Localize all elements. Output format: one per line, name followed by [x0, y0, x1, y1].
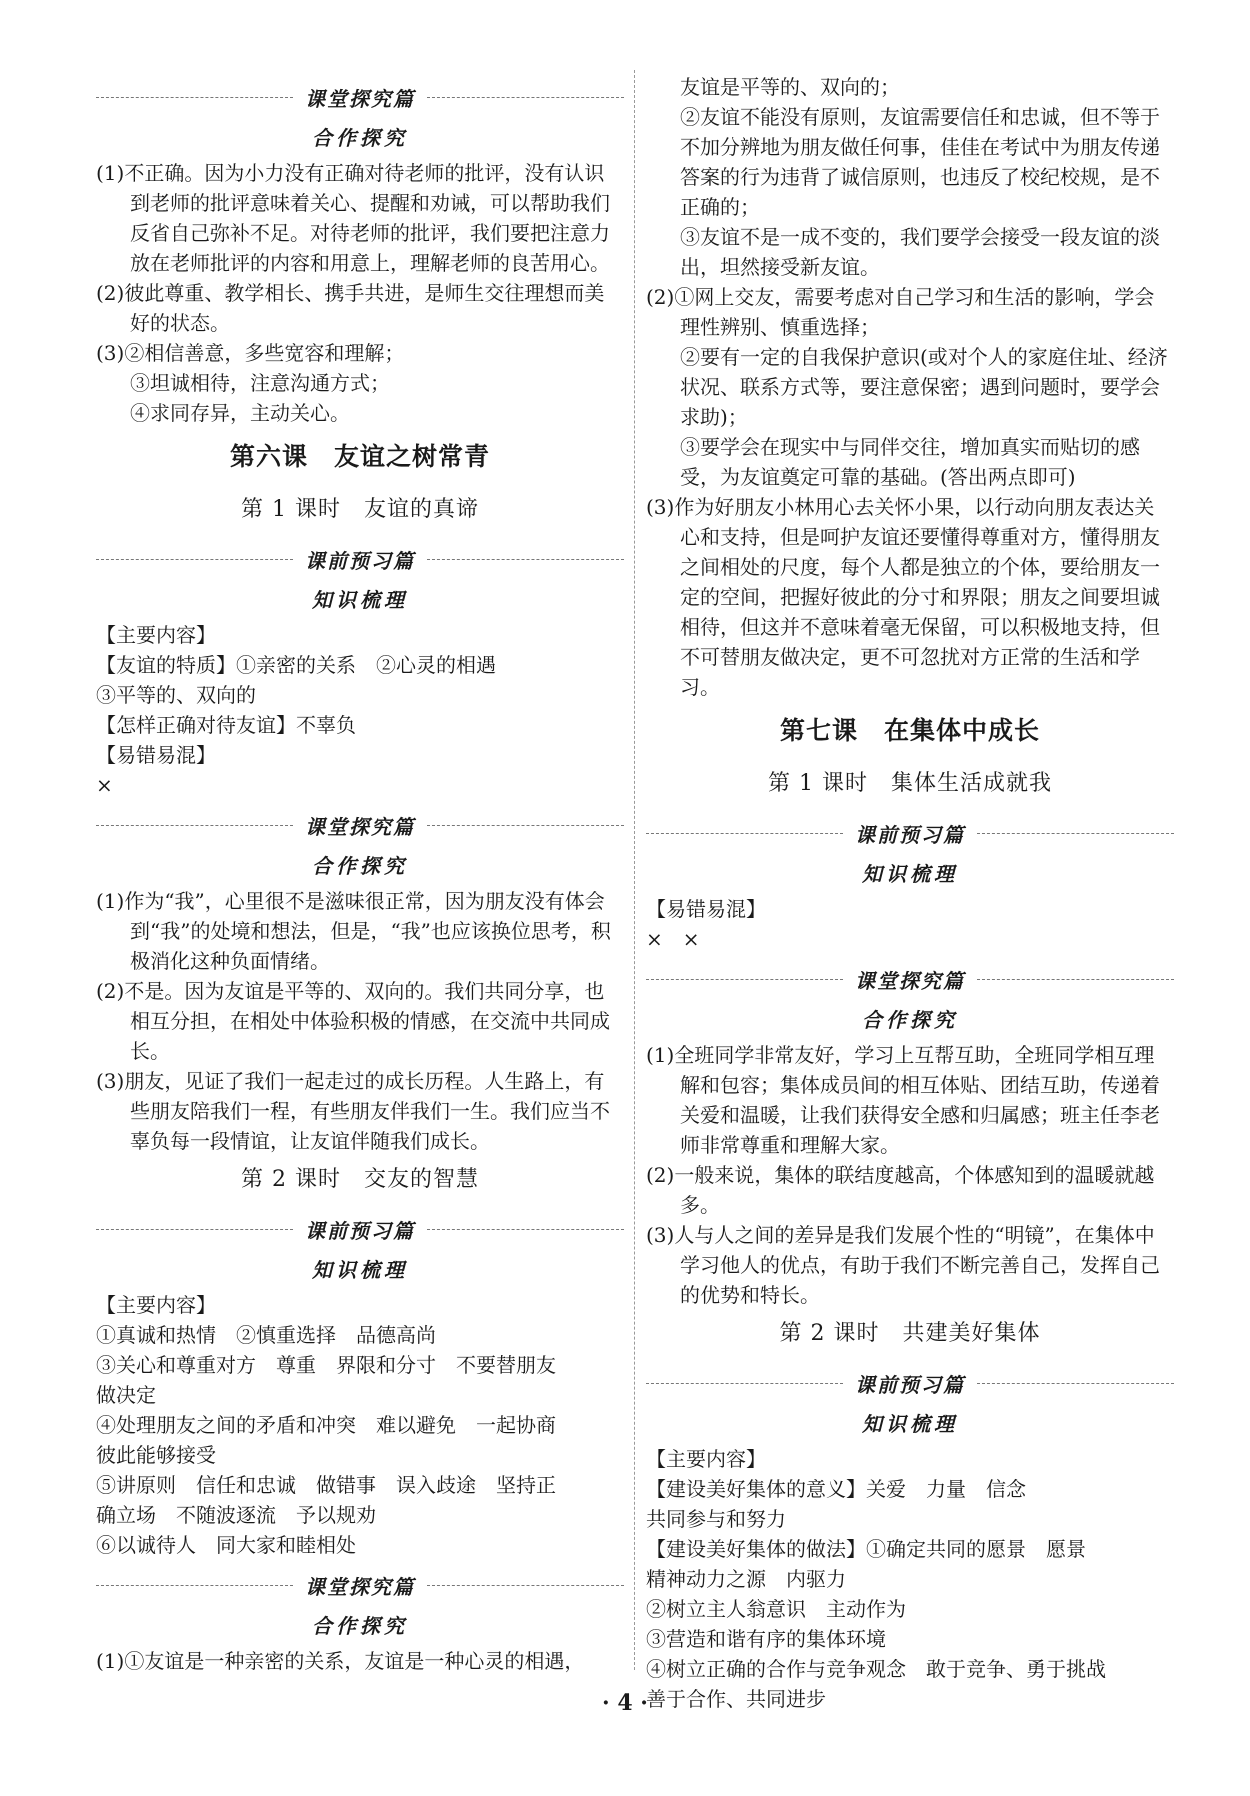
- answer-subitem: ②友谊不能没有原则，友谊需要信任和忠诚，但不等于不加分辨地为朋友做任何事，佳佳在考试中为朋友传递答案的行为违背了诚信原则，也违反了校纪校规，是不正确的；: [680, 105, 1160, 219]
- section-header: [96, 538, 624, 580]
- section-header: [646, 1362, 1174, 1404]
- lesson-title: 第六课 友谊之树常青: [229, 442, 490, 471]
- section-header: [646, 958, 1174, 1000]
- section-title: 课堂探究篇: [305, 1574, 415, 1599]
- text-line: 【友谊的特质】①亲密的关系 ②心灵的相遇: [96, 653, 496, 677]
- section-header: [646, 812, 1174, 854]
- section-title: 课前预习篇: [855, 1372, 965, 1397]
- text-line: × ×: [646, 927, 700, 951]
- answer-item: (3)②相信善意，多些宽容和理解；: [96, 341, 405, 365]
- text-line: 【主要内容】: [646, 1447, 766, 1471]
- subsection-title: 知识梳理: [862, 1412, 958, 1436]
- text-line: ④处理朋友之间的矛盾和冲突 难以避免 一起协商: [96, 1413, 556, 1437]
- subsection-title: 知识梳理: [862, 862, 958, 886]
- section-title: 课堂探究篇: [305, 86, 415, 111]
- left-column: [96, 72, 624, 1676]
- answer-subitem: ③要学会在现实中与同伴交往，增加真实而贴切的感受，为友谊奠定可靠的基础。(答出两点即可): [680, 435, 1140, 489]
- section-header: [96, 1208, 624, 1250]
- text-line: ⑥以诚待人 同大家和睦相处: [96, 1533, 356, 1557]
- answer-subitem: ③友谊不是一成不变的，我们要学会接受一段友谊的淡出，坦然接受新友谊。: [680, 225, 1160, 279]
- answer-item: (3)朋友，见证了我们一起走过的成长历程。人生路上，有些朋友陪我们一程，有些朋友伴我们一生。我们应当不辜负每一段情谊，让友谊伴随我们成长。: [96, 1069, 610, 1153]
- answer-subitem: 友谊是平等的、双向的；: [680, 75, 900, 99]
- text-line: ④树立正确的合作与竞争观念 敢于竞争、勇于挑战: [646, 1657, 1106, 1681]
- answer-subitem: ③坦诚相待，注意沟通方式；: [130, 371, 390, 395]
- subsection-title: 合作探究: [312, 1614, 408, 1638]
- answer-item: (2)一般来说，集体的联结度越高，个体感知到的温暖就越多。: [646, 1163, 1155, 1217]
- text-line: 【怎样正确对待友谊】不辜负: [96, 713, 356, 737]
- text-line: ②树立主人翁意识 主动作为: [646, 1597, 906, 1621]
- text-line: 【建设美好集体的意义】关爱 力量 信念: [646, 1477, 1026, 1501]
- answer-item: (2)彼此尊重、教学相长、携手共进，是师生交往理想而美好的状态。: [96, 281, 605, 335]
- answer-item: (2)不是。因为友谊是平等的、双向的。我们共同分享，也相互分担，在相处中体验积极的情感，在交流中共同成长。: [96, 979, 610, 1063]
- section-title: 课前预习篇: [855, 822, 965, 847]
- answer-item: (3)作为好朋友小林用心去关怀小果，以行动向朋友表达关心和支持，但是呵护友谊还要懂得尊重对方，懂得朋友之间相处的尺度，每个人都是独立的个体，要给朋友一定的空间，把握好彼此的分寸和界限；朋友之间要坦诚相待，但这并不意味着毫无保留，可以积极地支持，但不可替朋友做决定，更不可忽扰对方正常的生活和学习。: [646, 495, 1160, 699]
- text-line: 【易错易混】: [646, 897, 766, 921]
- answer-subitem: ②要有一定的自我保护意识(或对个人的家庭住址、经济状况、联系方式等，要注意保密；遇到问题时，要学会求助)；: [680, 345, 1168, 429]
- section-title: 课堂探究篇: [855, 968, 965, 993]
- lesson-title: 第七课 在集体中成长: [779, 716, 1040, 745]
- answer-item: (2)①网上交友，需要考虑对自己学习和生活的影响，学会理性辨别、慎重选择；: [646, 285, 1155, 339]
- period-title: 第 2 课时 共建美好集体: [779, 1321, 1041, 1346]
- text-line: 【主要内容】: [96, 1293, 216, 1317]
- text-line: (1)①友谊是一种亲密的关系，友谊是一种心灵的相遇，: [96, 1649, 585, 1673]
- section-header: [96, 1564, 624, 1606]
- answer-item: (1)全班同学非常友好，学习上互帮互助，全班同学相互理解和包容；集体成员间的相互体贴、团结互助，传递着关爱和温暖，让我们获得安全感和归属感；班主任李老师非常尊重和理解大家。: [646, 1043, 1160, 1157]
- text-line: ③关心和尊重对方 尊重 界限和分寸 不要替朋友: [96, 1353, 556, 1377]
- page-number: · 4 ·: [602, 1690, 648, 1716]
- text-line: 【建设美好集体的做法】①确定共同的愿景 愿景: [646, 1537, 1086, 1561]
- section-title: 课前预习篇: [305, 548, 415, 573]
- text-line: ③营造和谐有序的集体环境: [646, 1627, 886, 1651]
- section-header: [96, 804, 624, 846]
- text-line: 彼此能够接受: [96, 1443, 216, 1467]
- answer-item: (1)不正确。因为小力没有正确对待老师的批评，没有认识到老师的批评意味着关心、提醒和劝诫，可以帮助我们反省自己弥补不足。对待老师的批评，我们要把注意力放在老师批评的内容和用意上，理解老师的良苦用心。: [96, 161, 610, 275]
- section-title: 课前预习篇: [305, 1218, 415, 1243]
- subsection-title: 合作探究: [312, 854, 408, 878]
- text-line: 【主要内容】: [96, 623, 216, 647]
- text-line: ⑤讲原则 信任和忠诚 做错事 误入歧途 坚持正: [96, 1473, 556, 1497]
- text-line: ①真诚和热情 ②慎重选择 品德高尚: [96, 1323, 436, 1347]
- text-line: ×: [96, 773, 113, 797]
- text-line: ③平等的、双向的: [96, 683, 256, 707]
- period-title: 第 1 课时 集体生活成就我: [768, 771, 1052, 796]
- text-line: 确立场 不随波逐流 予以规劝: [96, 1503, 376, 1527]
- text-line: 【易错易混】: [96, 743, 216, 767]
- subsection-title: 合作探究: [862, 1008, 958, 1032]
- period-title: 第 1 课时 友谊的真谛: [241, 497, 479, 522]
- right-column: [646, 72, 1174, 1714]
- section-header: [96, 76, 624, 118]
- period-title: 第 2 课时 交友的智慧: [241, 1167, 479, 1192]
- subsection-title: 合作探究: [312, 126, 408, 150]
- section-title: 课堂探究篇: [305, 814, 415, 839]
- column-divider: [634, 70, 635, 1670]
- answer-item: (3)人与人之间的差异是我们发展个性的“明镜”，在集体中学习他人的优点，有助于我们不断完善自己，发挥自己的优势和特长。: [646, 1223, 1160, 1307]
- subsection-title: 知识梳理: [312, 588, 408, 612]
- subsection-title: 知识梳理: [312, 1258, 408, 1282]
- text-line: 善于合作、共同进步: [646, 1687, 826, 1711]
- answer-item: (1)作为“我”，心里很不是滋味很正常，因为朋友没有体会到“我”的处境和想法，但是，“我”也应该换位思考，积极消化这种负面情绪。: [96, 889, 611, 973]
- answer-subitem: ④求同存异，主动关心。: [130, 401, 350, 425]
- text-line: 共同参与和努力: [646, 1507, 786, 1531]
- text-line: 做决定: [96, 1383, 156, 1407]
- text-line: 精神动力之源 内驱力: [646, 1567, 846, 1591]
